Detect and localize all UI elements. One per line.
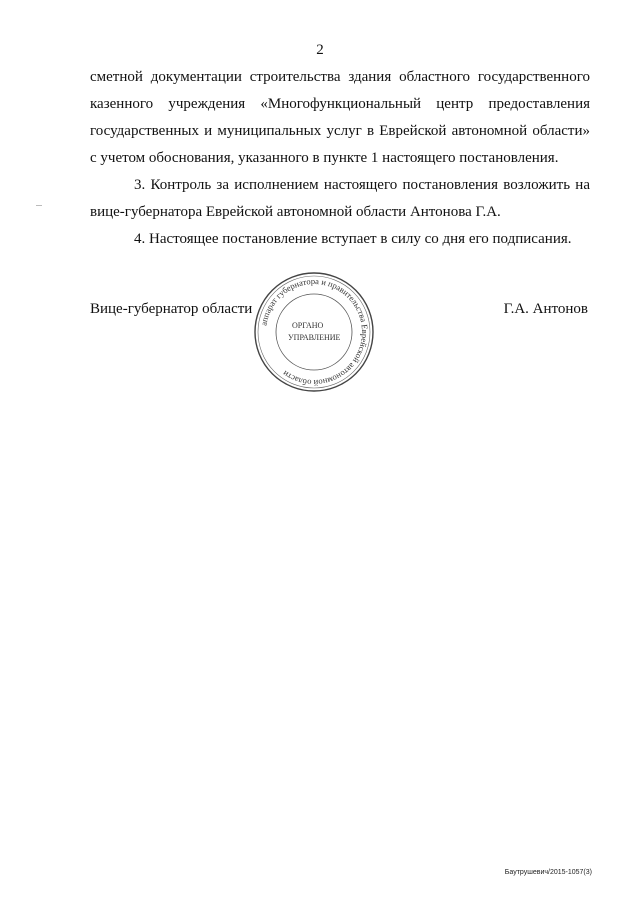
stamp-ring-text: аппарат губернатора и правительства Еврейской автономной области: [258, 275, 371, 389]
text-line: с учетом обоснования, указанного в пункте 1 настоящего постановления.: [90, 150, 559, 166]
margin-mark: [36, 205, 42, 206]
text-line: государственных и муниципальных услуг в Еврейской автономной области»: [90, 123, 590, 139]
document-code: Баутрушевич/2015-1057(3): [504, 869, 592, 876]
text-line: сметной документации строительства здания областного государственного: [90, 69, 590, 85]
stamp-center-line2: УПРАВЛЕНИЕ: [288, 333, 341, 342]
stamp-center-line1: ОРГАНО: [292, 321, 324, 330]
official-stamp: [252, 270, 376, 394]
text-line: казенного учреждения «Многофункциональный центр предоставления: [90, 96, 590, 112]
text-line: вице-губернатора Еврейской автономной области Антонова Г.А.: [90, 204, 501, 220]
signatory-position: Вице-губернатор области: [90, 301, 253, 317]
paragraph-4: 4. Настоящее постановление вступает в силу со дня его подписания.: [134, 231, 572, 247]
signatory-name: Г.А. Антонов: [503, 301, 588, 317]
text-line: 3. Контроль за исполнением настоящего постановления возложить на: [134, 177, 590, 193]
page-number: 2: [316, 42, 324, 58]
